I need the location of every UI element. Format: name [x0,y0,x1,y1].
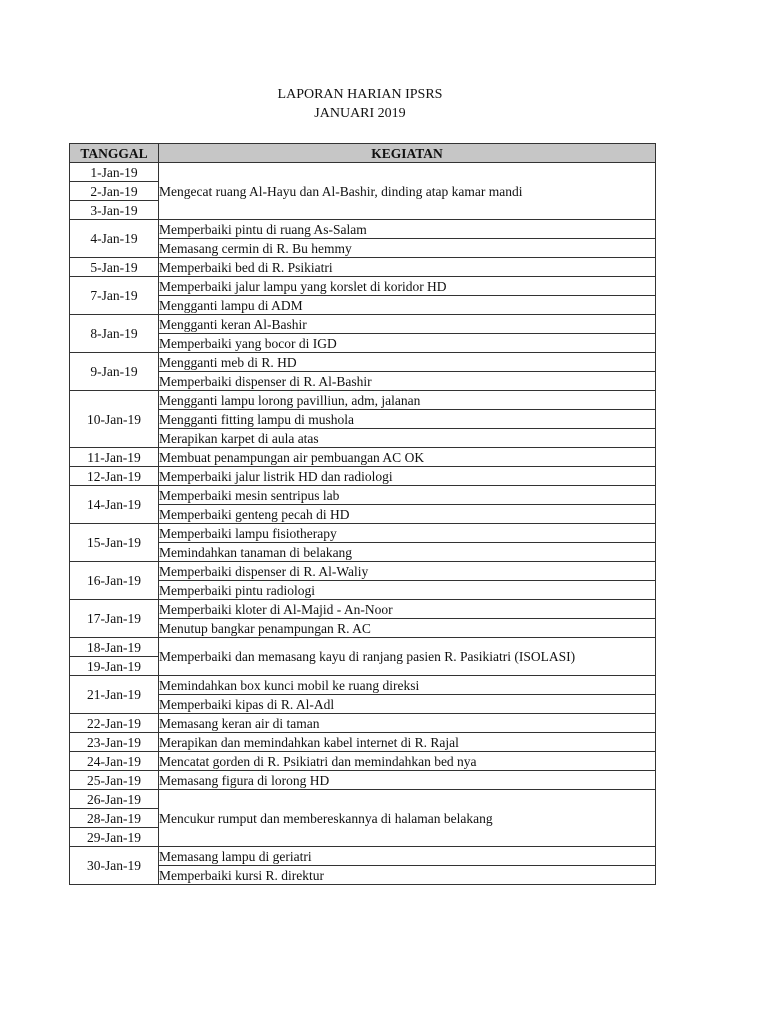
activity-cell: Memperbaiki kipas di R. Al-Adl [159,695,656,714]
table-row [70,790,656,809]
date-cell: 11-Jan-19 [70,448,159,467]
activity-cell: Mengganti lampu di ADM [159,296,656,315]
activity-cell: Mencatat gorden di R. Psikiatri dan memindahkan bed nya [159,752,656,771]
date-cell: 18-Jan-19 [70,638,159,657]
activity-cell: Mengecat ruang Al-Hayu dan Al-Bashir, dinding atap kamar mandi [159,163,656,220]
column-header-activity: KEGIATAN [159,144,656,163]
date-cell: 7-Jan-19 [70,277,159,315]
table-row [70,771,656,790]
table-row [70,714,656,733]
activity-cell: Memasang lampu di geriatri [159,847,656,866]
activity-cell: Memperbaiki dispenser di R. Al-Bashir [159,372,656,391]
activity-cell: Memperbaiki pintu radiologi [159,581,656,600]
activity-cell: Merapikan karpet di aula atas [159,429,656,448]
activity-cell: Memperbaiki lampu fisiotherapy [159,524,656,543]
activity-cell: Memperbaiki mesin sentripus lab [159,486,656,505]
date-cell: 30-Jan-19 [70,847,159,885]
table-row [70,847,656,866]
activity-cell: Memindahkan tanaman di belakang [159,543,656,562]
report-title: LAPORAN HARIAN IPSRS [277,87,443,102]
date-cell: 14-Jan-19 [70,486,159,524]
activity-cell: Memperbaiki jalur listrik HD dan radiologi [159,467,656,486]
activity-cell: Memperbaiki dispenser di R. Al-Waliy [159,562,656,581]
date-cell: 9-Jan-19 [70,353,159,391]
activity-cell: Memperbaiki kloter di Al-Majid - An-Noor [159,600,656,619]
table-row [70,277,656,296]
activity-cell: Memperbaiki kursi R. direktur [159,866,656,885]
date-cell: 2-Jan-19 [70,182,159,201]
date-cell: 28-Jan-19 [70,809,159,828]
activity-cell: Mengganti keran Al-Bashir [159,315,656,334]
activity-cell: Mencukur rumput dan membereskannya di halaman belakang [159,790,656,847]
date-cell: 10-Jan-19 [70,391,159,448]
date-cell: 12-Jan-19 [70,467,159,486]
activity-cell: Memasang cermin di R. Bu hemmy [159,239,656,258]
table-row [70,315,656,334]
activity-cell: Memasang keran air di taman [159,714,656,733]
date-cell: 1-Jan-19 [70,163,159,182]
table-row [70,752,656,771]
table-row [70,600,656,619]
activity-cell: Membuat penampungan air pembuangan AC OK [159,448,656,467]
activity-cell: Memindahkan box kunci mobil ke ruang direksi [159,676,656,695]
date-cell: 22-Jan-19 [70,714,159,733]
activity-cell: Memperbaiki jalur lampu yang korslet di koridor HD [159,277,656,296]
date-cell: 4-Jan-19 [70,220,159,258]
date-cell: 19-Jan-19 [70,657,159,676]
activity-cell: Mengganti lampu lorong pavilliun, adm, jalanan [159,391,656,410]
activity-cell: Memperbaiki pintu di ruang As-Salam [159,220,656,239]
table-row [70,638,656,657]
table-row [70,733,656,752]
column-header-date: TANGGAL [70,144,159,163]
date-cell: 17-Jan-19 [70,600,159,638]
table-row [70,486,656,505]
report-subtitle: JANUARI 2019 [314,106,406,121]
date-cell: 25-Jan-19 [70,771,159,790]
date-cell: 8-Jan-19 [70,315,159,353]
table-header-row [70,144,656,163]
table-row [70,391,656,410]
date-cell: 29-Jan-19 [70,828,159,847]
activity-cell: Memperbaiki yang bocor di IGD [159,334,656,353]
activity-cell: Mengganti meb di R. HD [159,353,656,372]
date-cell: 26-Jan-19 [70,790,159,809]
date-cell: 15-Jan-19 [70,524,159,562]
activity-cell: Memperbaiki bed di R. Psikiatri [159,258,656,277]
activity-cell: Memperbaiki dan memasang kayu di ranjang pasien R. Pasikiatri (ISOLASI) [159,638,656,676]
table-row [70,676,656,695]
table-row [70,467,656,486]
activity-cell: Merapikan dan memindahkan kabel internet di R. Rajal [159,733,656,752]
date-cell: 16-Jan-19 [70,562,159,600]
table-row [70,448,656,467]
date-cell: 23-Jan-19 [70,733,159,752]
table-row [70,258,656,277]
activity-cell: Memperbaiki genteng pecah di HD [159,505,656,524]
table-row [70,163,656,182]
table-row [70,524,656,543]
activity-table [69,143,656,885]
report-header [0,85,720,123]
activity-cell: Mengganti fitting lampu di mushola [159,410,656,429]
date-cell: 3-Jan-19 [70,201,159,220]
table-row [70,220,656,239]
table-row [70,562,656,581]
table-row [70,353,656,372]
date-cell: 24-Jan-19 [70,752,159,771]
date-cell: 21-Jan-19 [70,676,159,714]
activity-cell: Menutup bangkar penampungan R. AC [159,619,656,638]
activity-cell: Memasang figura di lorong HD [159,771,656,790]
date-cell: 5-Jan-19 [70,258,159,277]
